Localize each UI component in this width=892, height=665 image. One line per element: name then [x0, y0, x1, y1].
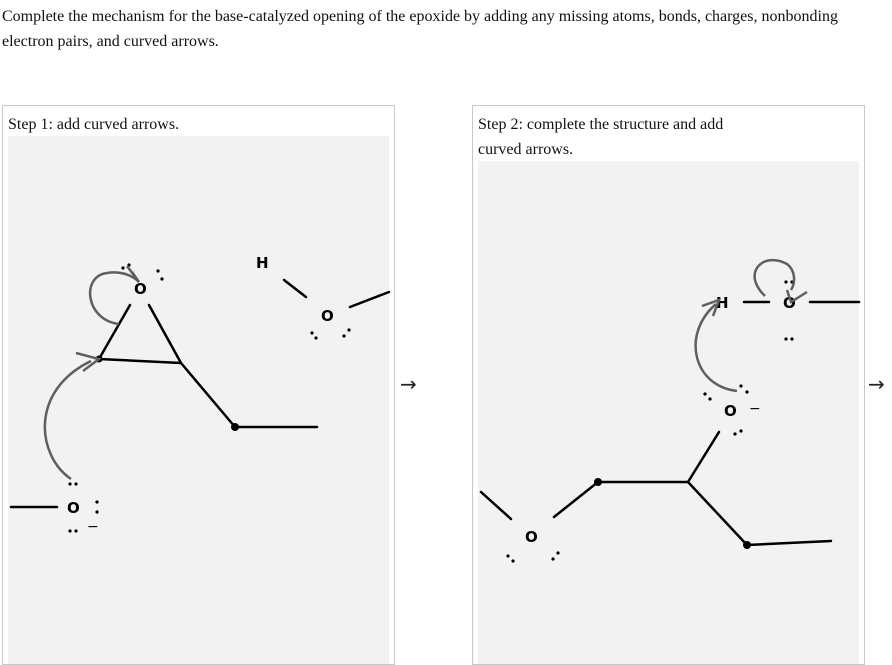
nucleophile-oxygen-atom[interactable]: O [67, 499, 80, 517]
step-transition-arrow-1: → [400, 372, 417, 396]
ether-o-r-bond[interactable] [481, 492, 511, 519]
bond-c2-c3[interactable] [688, 482, 747, 545]
bond-c2-c3[interactable] [181, 363, 235, 427]
nucleophile-charge: − [87, 519, 99, 535]
ether-oxygen-atom[interactable]: O [525, 528, 538, 546]
epoxide-bond-c1-o[interactable] [99, 305, 130, 359]
step2-panel [472, 105, 865, 665]
step2-label: Step 2: complete the structure and add curved arrows. [478, 116, 724, 158]
water-o-r-bond[interactable] [350, 292, 389, 307]
curved-arrow-head [787, 290, 807, 302]
ether-oxygen-lone-pairs [506, 551, 559, 562]
carbon-dot-c3 [743, 541, 751, 549]
carbon-dot-c3 [231, 423, 239, 431]
water-oxygen-atom[interactable]: O [783, 294, 796, 312]
epoxide-bond-o-c2[interactable] [149, 305, 181, 363]
epoxide-bond-c1-c2[interactable] [99, 359, 181, 363]
curved-arrow-alkoxide-to-hydrogen[interactable] [696, 304, 737, 391]
alkoxide-oxygen-atom[interactable]: O [724, 402, 737, 420]
step-transition-arrow-2: → [868, 372, 885, 396]
curved-arrow-co-bond-to-oxygen[interactable] [90, 272, 139, 324]
water-hydrogen-atom[interactable]: H [256, 254, 269, 272]
epoxide-oxygen-atom[interactable]: O [134, 280, 147, 298]
water-oxygen-lone-pairs [310, 328, 350, 339]
step1-label: Step 1: add curved arrows. [8, 116, 180, 133]
bond-c1-ether-o[interactable] [554, 482, 598, 517]
carbon-dot-c1 [594, 478, 602, 486]
bond-c3-c4[interactable] [747, 541, 831, 545]
instructions-text: Complete the mechanism for the base-catalyzed opening of the epoxide by adding any missing atoms, bonds, charges, nonbonding electron pairs, and curved arrows. [2, 8, 838, 50]
water-oxygen-atom[interactable]: O [321, 307, 334, 325]
step1-molecule-drawing[interactable] [3, 106, 396, 651]
bond-o-c2[interactable] [688, 432, 719, 482]
curved-arrow-nucleophile-to-carbon[interactable] [45, 361, 91, 479]
water-hydrogen-atom[interactable]: H [716, 294, 729, 312]
alkoxide-charge: − [749, 401, 761, 417]
step2-molecule-drawing[interactable] [473, 106, 866, 651]
water-h-o-bond[interactable] [284, 280, 306, 297]
step1-panel [2, 105, 395, 665]
